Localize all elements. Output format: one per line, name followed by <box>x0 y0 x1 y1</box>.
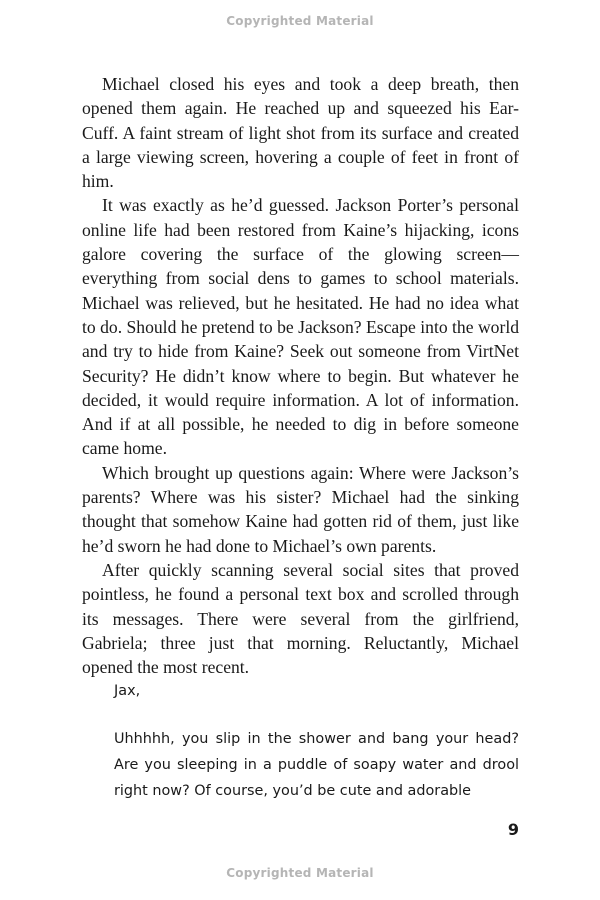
paragraph-2: It was exactly as he’d guessed. Jackson Porter’s personal online life had been restored from Kaine’s hijacking, icons galore covering the surface of the glowing screen—everything from social dens to games to school materials. Michael was relieved, but he hesitated. He had no idea what to do. Should he pretend to be Jackson? Escape into the world and try to hide from Kaine? Seek out someone from VirtNet Security? He didn’t know where to begin. But whatever he decided, it would require information. A lot of information. And if at all possible, he needed to dig in before someone came home. <box>82 195 519 459</box>
body-text <box>82 72 519 679</box>
message-body: Uhhhhh, you slip in the shower and bang your head? Are you sleeping in a puddle of soapy water and drool right now? Of course, you’d be cute and adorable <box>114 731 519 799</box>
copyright-watermark-top: Copyrighted Material <box>226 14 374 28</box>
message-excerpt <box>114 678 519 804</box>
page-number: 9 <box>507 820 519 839</box>
message-salutation: Jax, <box>114 683 141 699</box>
paragraph-4: After quickly scanning several social sites that proved pointless, he found a personal text box and scrolled through its messages. There were several from the girlfriend, Gabriela; three just that morning. Reluctantly, Michael opened the most recent. <box>82 559 519 678</box>
copyright-watermark-bottom: Copyrighted Material <box>226 866 374 880</box>
paragraph-3: Which brought up questions again: Where were Jackson’s parents? Where was his sister? Michael had the sinking thought that somehow Kaine had gotten rid of them, just like he’d sworn he had done to Michael’s own parents. <box>82 462 519 556</box>
paragraph-1: Michael closed his eyes and took a deep breath, then opened them again. He reached up and squeezed his Ear-Cuff. A faint stream of light shot from its surface and created a large viewing screen, hovering a couple of feet in front of him. <box>82 74 519 192</box>
